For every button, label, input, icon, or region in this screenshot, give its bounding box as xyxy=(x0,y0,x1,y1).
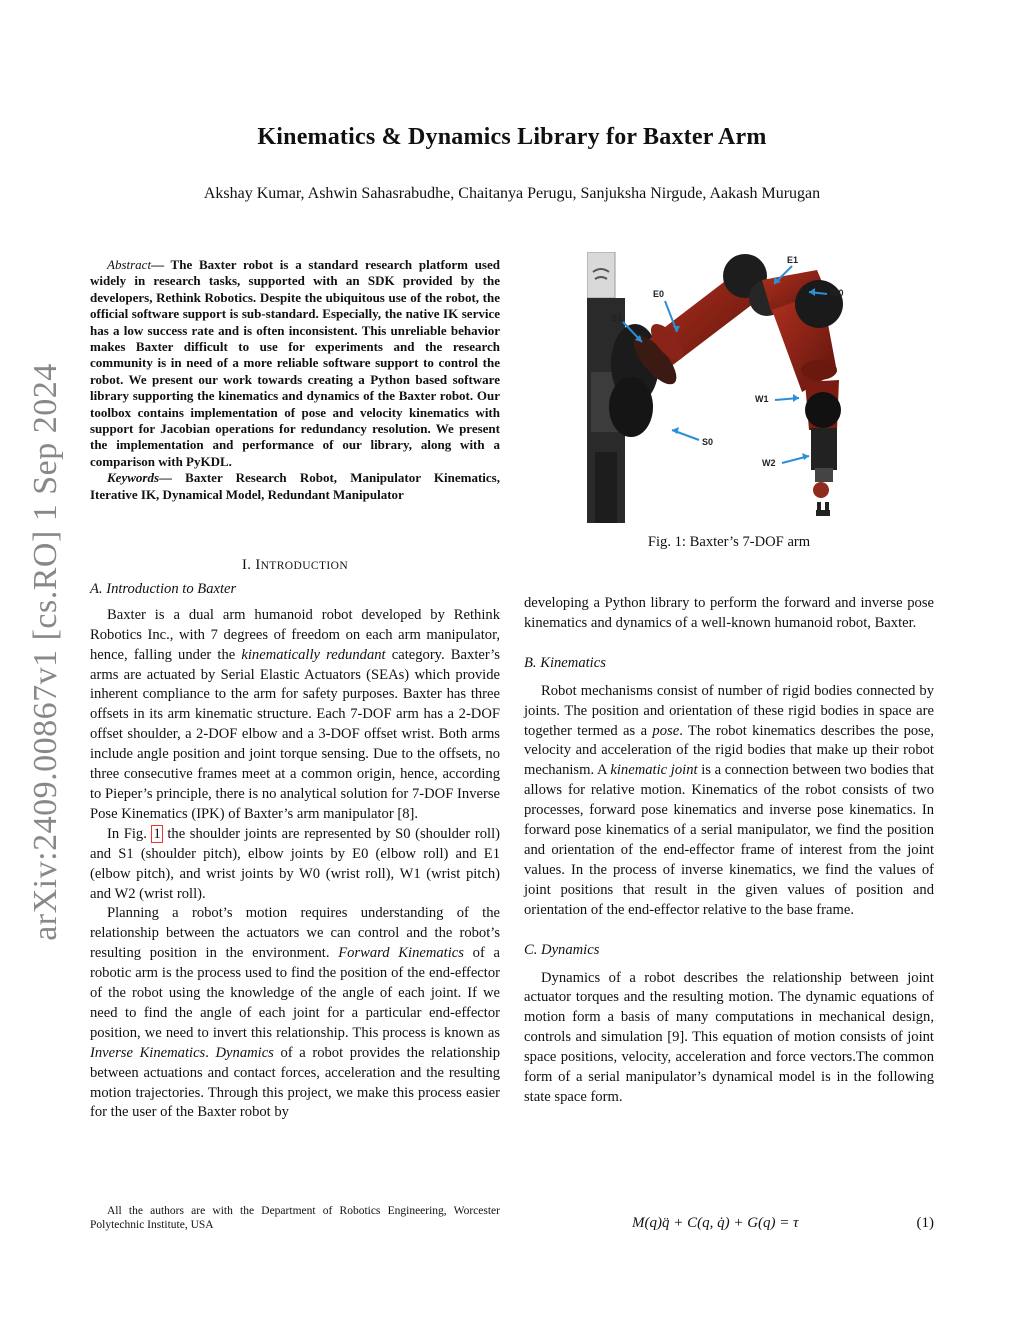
keywords-label: Keywords xyxy=(107,470,159,486)
paragraph-joint-names: In Fig. 1 the shoulder joints are represented by S0 (shoulder roll) and S1 (shoulder pitch), elbow joints by E0 (elbow roll) and E1 (elbow pitch), and wrist joints by W0 (wrist roll), W1 (wrist pitch) and W2 (wrist roll). xyxy=(90,825,500,902)
paper-title: Kinematics & Dynamics Library for Baxter Arm xyxy=(257,124,767,150)
subsection-heading-dynamics: C. Dynamics xyxy=(524,941,600,958)
joint-label-w0: W0 xyxy=(830,288,844,298)
baxter-arm-figure xyxy=(587,252,861,523)
subsection-heading-intro-baxter: A. Introduction to Baxter xyxy=(90,580,237,597)
joint-label-w2: W2 xyxy=(762,458,776,468)
baxter-arm-illustration xyxy=(587,252,861,523)
arxiv-identifier: arXiv:2409.00867v1 [cs.RO] 1 Sep 2024 xyxy=(27,363,64,941)
joint-label-s1: S1 xyxy=(611,313,623,323)
paragraph-motion-planning: Planning a robot’s motion requires understanding of the relationship between the actuators we can control and the robot’s resulting position in the environment. Forward Kinematics of a robotic arm is the process used to find the position of the end-effector of the robot using the knowledge of the angle of each joint. If we need to find the angle of each joint for a particular end-effector position, we need to invert this relationship. This process is known as Inverse Kinematics. Dynamics of a robot provides the relationship between actuations and contact forces, acceleration and the resulting motion trajectories. Through this project, we make this process easier for the user of the Baxter robot by xyxy=(90,905,500,1121)
paragraph-dynamics: Dynamics of a robot describes the relationship between joint actuator torques and the resulting motion. The dynamic equations of motion form a basis of many computations in mechanical design, controls and simulation [9]. This equation of motion consists of joint space positions, velocity, acceleration and force vectors.The common form of a serial manipulator’s dynamical model is in the following state space form. xyxy=(524,969,934,1105)
equation-body: M(q)q̈ + C(q, q̇) + G(q) = τ xyxy=(632,1215,799,1231)
author-affiliation-footnote xyxy=(90,1204,500,1232)
keywords-text: — Baxter Research Robot, Manipulator Kinematics, Iterative IK, Dynamical Model, Redundant Manipulator xyxy=(90,470,500,502)
abstract-block xyxy=(90,257,500,503)
subsection-heading-kinematics: B. Kinematics xyxy=(524,654,606,671)
paragraph-continued: developing a Python library to perform the forward and inverse pose kinematics and dynamics of a well-known humanoid robot, Baxter. xyxy=(524,595,934,631)
figure-caption: Fig. 1: Baxter’s 7-DOF arm xyxy=(647,534,811,550)
abstract-text: — The Baxter robot is a standard research platform used widely in research tasks, supported with an SDK provided by the developers, Rethink Robotics. Despite the ubiquitous use of the robot, the official software support is sub-standard. Especially, the native IK service has a low success rate and is often inconsistent. This unreliable behavior makes Baxter difficult to use for experiments and the research community is in need of a more reliable software support to control the robot. We present our work towards creating a Python based software library supporting the kinematics and dynamics of the Baxter robot. Our toolbox contains implementation of pose and velocity kinematics with support for Jacobian operations for redundancy resolution. We present the implementation and performance of our library, along with a comparison with PyKDL. xyxy=(90,257,500,469)
section-heading-introduction: I. INTRODUCTION xyxy=(241,557,349,573)
joint-label-e0: E0 xyxy=(653,289,665,299)
figure-reference-link[interactable]: 1 xyxy=(153,825,161,842)
right-column xyxy=(524,594,934,1108)
paragraph-kinematics: Robot mechanisms consist of number of rigid bodies connected by joints. The position and orientation of these rigid bodies in space are together termed as a pose. The robot kinematics describes the pose, velocity and acceleration of the rigid bodies that make up their robot mechanism. A kinematic joint is a connection between two bodies that allows for relative motion. Kinematics of the robot consists of two processes, forward pose kinematics and inverse pose kinematics. In forward pose kinematics of a serial manipulator, we find the position and orientation of the end-effector frame of interest from the joint values. In the process of inverse kinematics, we find the values of joint positions that result in the given values of position and orientation of the end-effector relative to the base frame. xyxy=(524,682,934,918)
abstract-paragraph xyxy=(90,257,500,470)
paragraph-baxter-overview: Baxter is a dual arm humanoid robot developed by Rethink Robotics Inc., with 7 degrees of freedom on each arm manipulator, hence, falling under the kinematically redundant category. Baxter’s arms are actuated by Serial Elastic Actuators (SEAs) which provide inherent compliance to the arm for safety purposes. Baxter has three offsets in its arm kinematic structure. Each 7-DOF arm has a 2-DOF offset shoulder, a 2-DOF elbow and a 3-DOF offset wrist. Both arms include angle position and joint torque sensing. Due to the offsets, no three consecutive frames meet at a common origin, hence, according to Pieper’s principle, there is no analytical solution for 7-DOF Inverse Pose Kinematics (IPK) of Baxter’s arm manipulator [8]. xyxy=(90,606,500,822)
left-column xyxy=(90,556,500,1123)
author-list: Akshay Kumar, Ashwin Sahasrabudhe, Chaitanya Perugu, Sanjuksha Nirgude, Aakash Murugan xyxy=(203,185,821,202)
joint-label-w1: W1 xyxy=(755,394,769,404)
equation-number: (1) xyxy=(916,1215,934,1231)
joint-label-s0: S0 xyxy=(702,437,714,447)
keywords-paragraph xyxy=(90,470,500,503)
abstract-label: Abstract xyxy=(107,257,152,272)
joint-label-e1: E1 xyxy=(787,255,799,265)
footnote-text: All the authors are with the Department of Robotics Engineering, Worcester Polytechnic Institute, USA xyxy=(90,1205,500,1231)
